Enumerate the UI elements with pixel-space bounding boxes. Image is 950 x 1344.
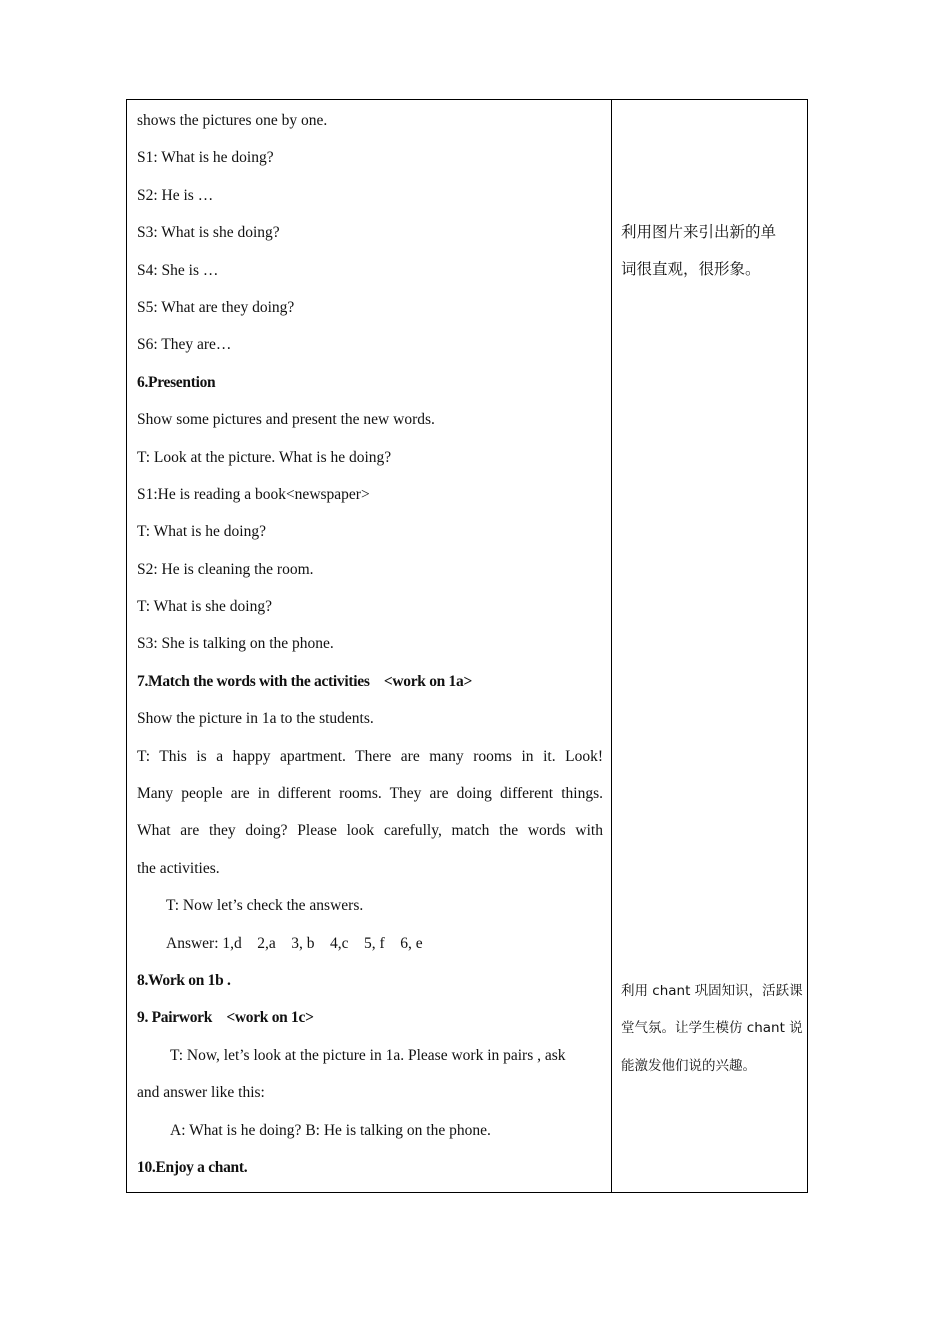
text-line: Show the picture in 1a to the students. [137, 710, 374, 728]
dialogue-line: T: What is she doing? [137, 598, 272, 616]
section-heading-match: 7.Match the words with the activities <work on 1a> [137, 672, 472, 690]
dialogue-line: S1: What is he doing? [137, 149, 274, 167]
dialogue-line: S1:He is reading a book<newspaper> [137, 485, 370, 503]
text-line: shows the pictures one by one. [137, 112, 328, 129]
purpose-note-chant [621, 973, 803, 1085]
answer-line: Answer: 1,d 2,a 3, b 4,c 5, f 6, e [166, 934, 423, 952]
purpose-note-pictures [621, 214, 803, 289]
note-line: 词很直观，很形象。 [621, 260, 761, 279]
column-divider [611, 100, 612, 1192]
section-heading-presention: 6.Presention [137, 373, 216, 391]
section-heading-chant: 10.Enjoy a chant. [137, 1158, 248, 1176]
dialogue-line: T: Now, let’s look at the picture in 1a. Please work in pairs , ask [170, 1046, 566, 1064]
dialogue-line: S2: He is cleaning the room. [137, 560, 314, 578]
text-line: and answer like this: [137, 1084, 265, 1102]
procedure-column [137, 102, 603, 1186]
dialogue-line: T: Now let’s check the answers. [166, 897, 364, 915]
dialogue-line: S6: They are… [137, 336, 232, 354]
text-line: What are they doing? Please look carefully, match the words with [137, 822, 603, 840]
note-line: 利用 chant 巩固知识，活跃课 [621, 983, 803, 999]
dialogue-line: S3: What is she doing? [137, 224, 280, 242]
dialogue-line: S4: She is … [137, 261, 219, 279]
text-line: Show some pictures and present the new words. [137, 411, 435, 429]
dialogue-line: S5: What are they doing? [137, 298, 295, 316]
dialogue-line: A: What is he doing? B: He is talking on the phone. [170, 1121, 491, 1139]
note-line: 利用图片来引出新的单 [621, 223, 777, 241]
note-line: 能激发他们说的兴趣。 [621, 1057, 756, 1074]
lesson-plan-table [126, 99, 808, 1193]
text-line: the activities. [137, 859, 220, 877]
section-heading-work-1b: 8.Work on 1b . [137, 971, 231, 989]
text-line: Many people are in different rooms. They are doing different things. [137, 785, 603, 803]
dialogue-line: T: Look at the picture. What is he doing? [137, 448, 392, 466]
note-line: 堂气氛。让学生模仿 chant 说 [621, 1020, 803, 1037]
dialogue-line: S2: He is … [137, 186, 214, 204]
dialogue-line: T: What is he doing? [137, 523, 266, 541]
dialogue-line: S3: She is talking on the phone. [137, 635, 334, 653]
section-heading-pairwork: 9. Pairwork <work on 1c> [137, 1009, 314, 1027]
text-line: T: This is a happy apartment. There are many rooms in it. Look! [137, 747, 603, 765]
